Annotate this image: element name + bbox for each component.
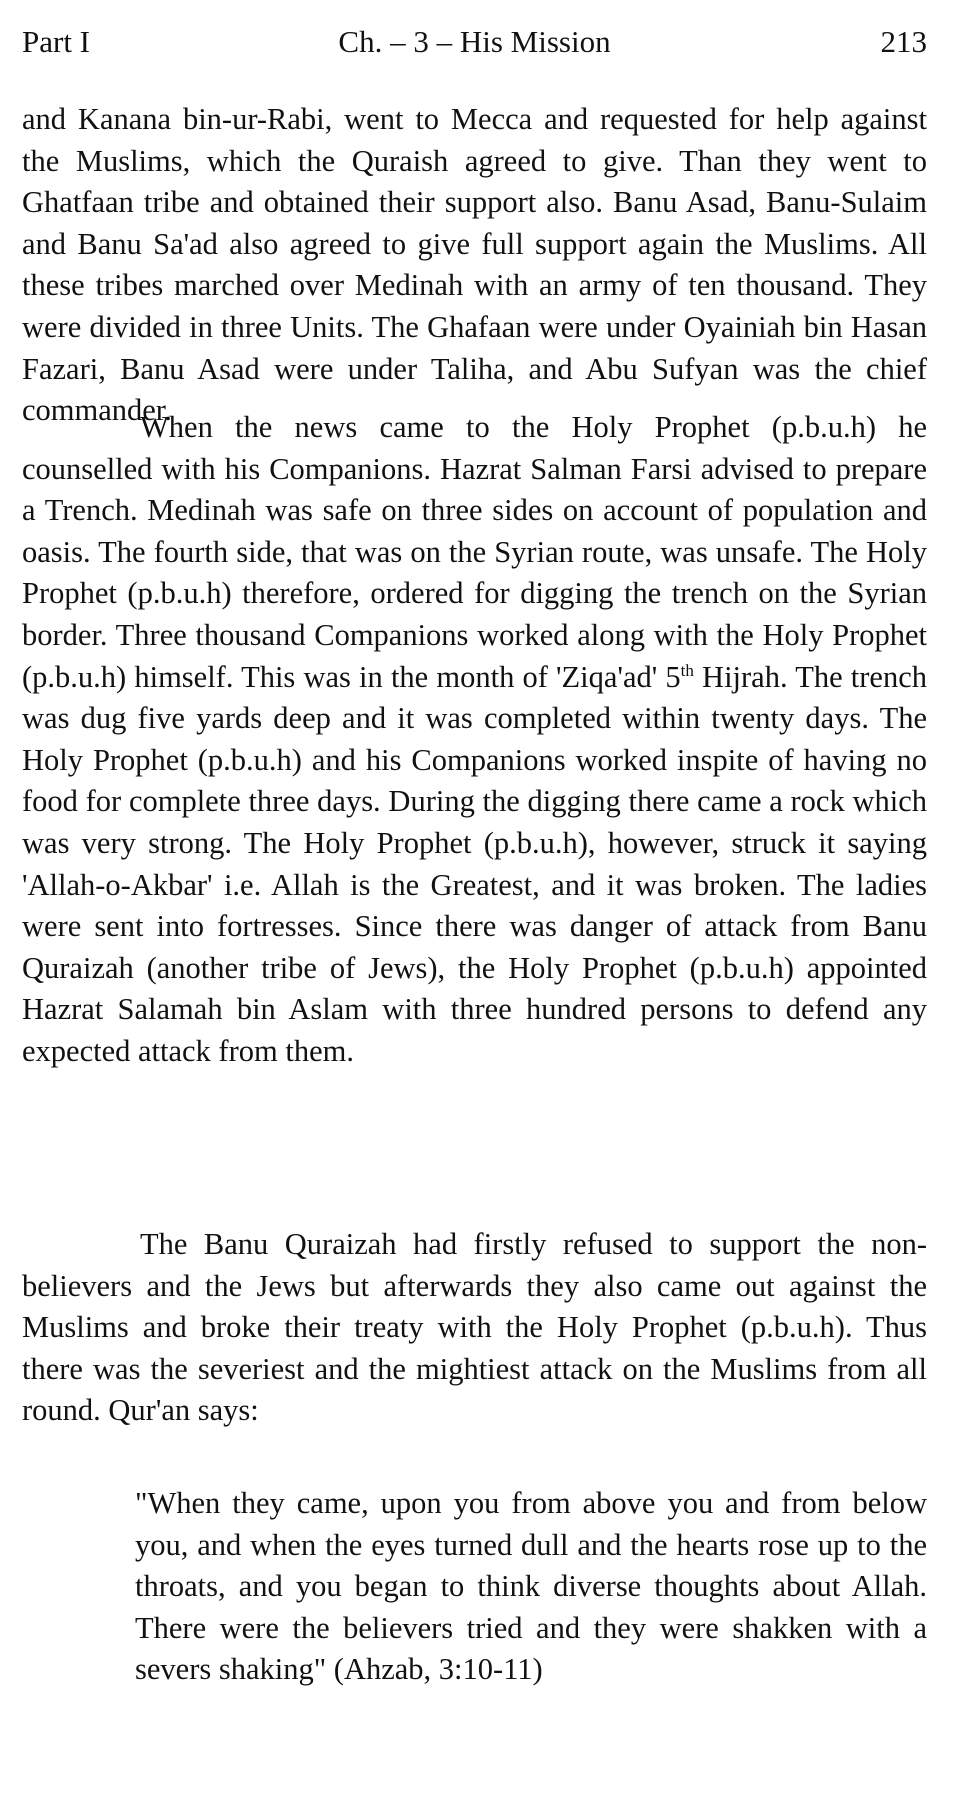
running-header [22, 20, 927, 64]
ordinal-superscript: th [680, 660, 694, 680]
paragraph-2 [22, 407, 927, 1073]
chapter-title: Ch. – 3 – His Mission [338, 24, 611, 59]
paragraph-2-text-a: When the news came to the Holy Prophet (p.b.u.h) he counselled with his Companions. Hazrat Salman Farsi advised to prepare a Trench. Medinah was safe on three sides on account of population and oasis. The fourth side, that was on the Syrian route, was unsafe. The Holy Prophet (p.b.u.h) therefore, ordered for digging the trench on the Syrian border. Three thousand Companions worked along with the Holy Prophet (p.b.u.h) himself. This was in the month of 'Ziqa'ad' 5 [22, 410, 927, 694]
part-label: Part I [22, 24, 91, 59]
page-number: 213 [880, 24, 927, 59]
paragraph-2-text-b: Hijrah. The trench was dug five yards deep and it was completed within twenty days. The Holy Prophet (p.b.u.h) and his Companions worked inspite of having no food for complete three days. During the digging there came a rock which was very strong. The Holy Prophet (p.b.u.h), however, struck it saying 'Allah-o-Akbar' i.e. Allah is the Greatest, and it was broken. The ladies were sent into fortresses. Since there was danger of attack from Banu Quraizah (another tribe of Jews), the Holy Prophet (p.b.u.h) appointed Hazrat Salamah bin Aslam with three hundred persons to defend any expected attack from them. [22, 659, 927, 1068]
quran-quote: "When they came, upon you from above you and from below you, and when the eyes turned dull and the hearts rose up to the throats, and you began to think diverse thoughts about Allah. There were the believers tried and they were shakken with a severs shaking" (Ahzab, 3:10-11) [135, 1486, 927, 1687]
paragraph-1: and Kanana bin-ur-Rabi, went to Mecca and requested for help against the Muslims, which the Quraish agreed to give. Than they went to Ghatfaan tribe and obtained their support also. Banu Asad, Banu-Sulaim and Banu Sa'ad also agreed to give full support again the Muslims. All these tribes marched over Medinah with an army of ten thousand. They were divided in three Units. The Ghafaan were under Oyainiah bin Hasan Fazari, Banu Asad were under Taliha, and Abu Sufyan was the chief commander. [22, 102, 927, 428]
paragraph-3: The Banu Quraizah had firstly refused to support the non-believers and the Jews but afterwards they also came out against the Muslims and broke their treaty with the Holy Prophet (p.b.u.h). Thus there was the severiest and the mightiest attack on the Muslims from all round. Qur'an says: [22, 1227, 927, 1428]
